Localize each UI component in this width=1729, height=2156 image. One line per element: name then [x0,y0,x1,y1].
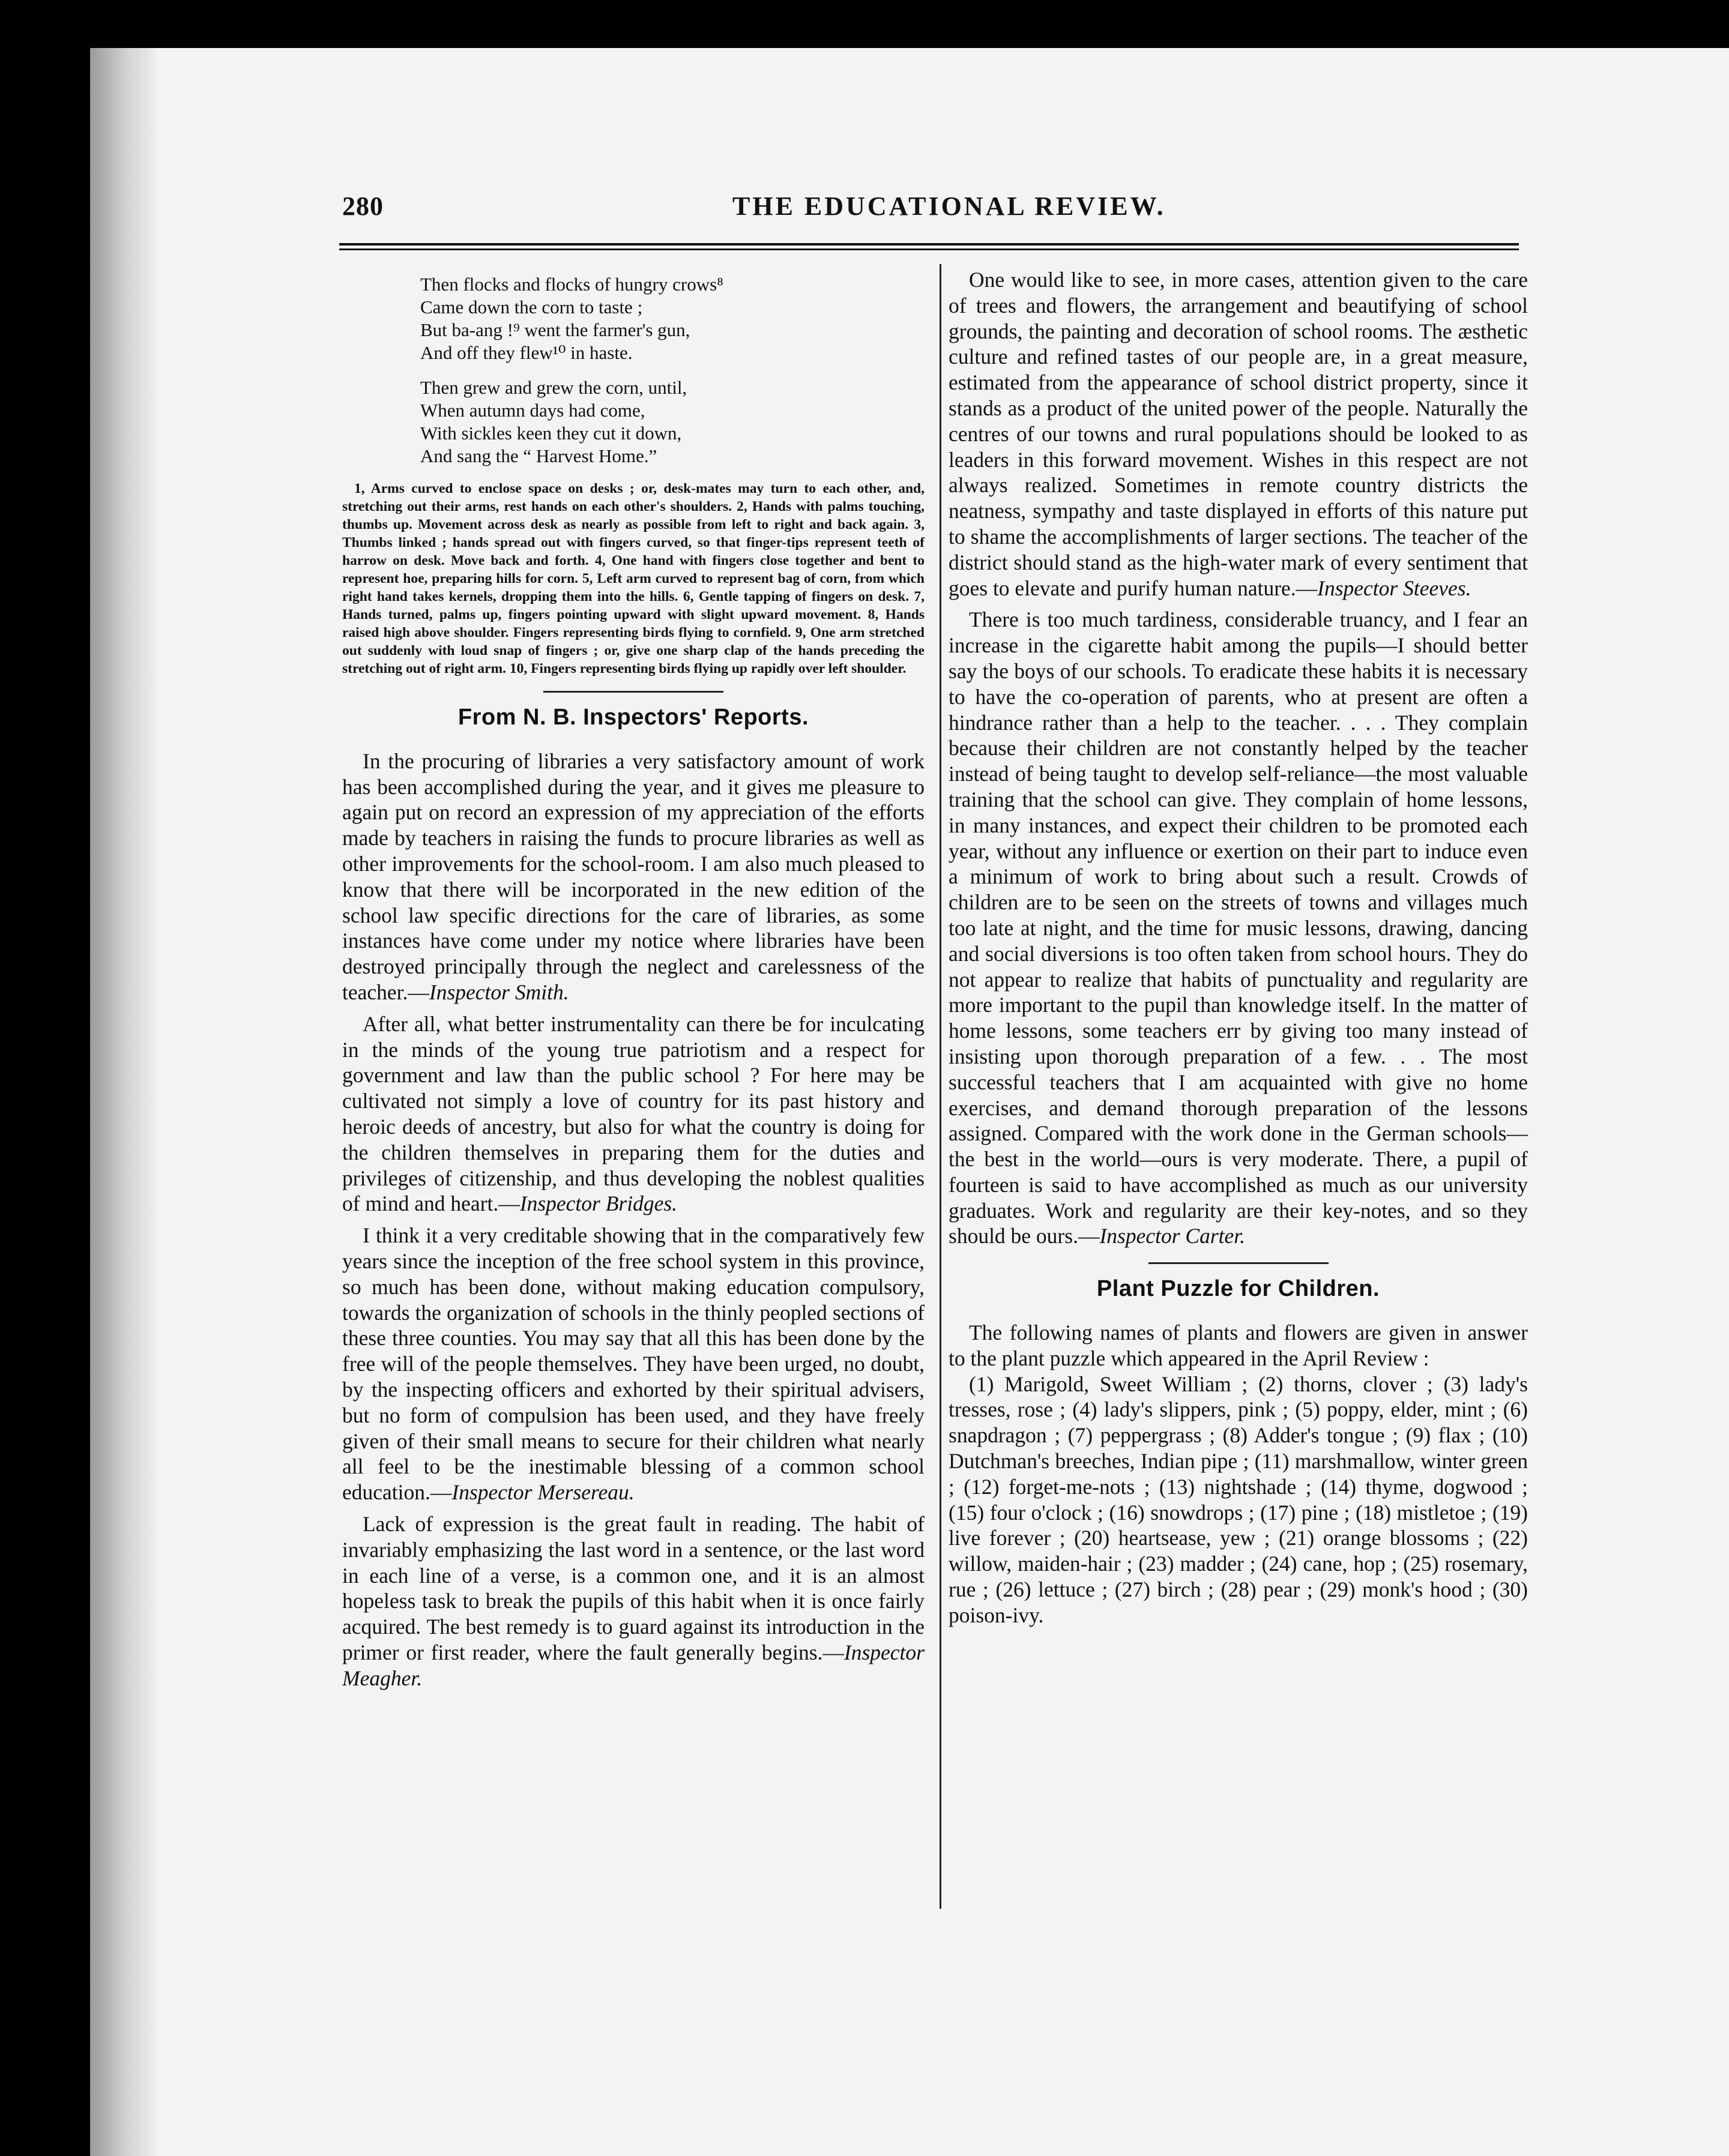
right-column [949,267,1528,1628]
puzzle-answers: (1) Marigold, Sweet William ; (2) thorns, clover ; (3) lady's tresses, rose ; (4) lady's slippers, pink ; (5) poppy, elder, mint ; (6) snapdragon ; (7) peppergrass ; (8) Adder's tongue ; (9) flax ; (10) Dutchman's breeches, Indian pipe ; (11) marshmallow, winter green ; (12) forget-me-nots ; (13) nightshade ; (14) thyme, dogwood ; (15) four o'clock ; (16) snowdrops ; (17) pine ; (18) mistletoe ; (19) live forever ; (20) heartsease, yew ; (21) orange blossoms ; (22) willow, maiden-hair ; (23) madder ; (24) cane, hop ; (25) rosemary, rue ; (26) lettuce ; (27) birch ; (28) pear ; (29) monk's hood ; (30) poison-ivy. [949,1372,1528,1627]
poem-stanza [420,376,925,468]
report-text: I think it a very creditable showing that in the comparatively few years since the inception of the free school system in this province, so much has been done, without making education compulsory, towards the organization of schools in the thinly peopled sections of these three counties. You may say that all this has been done by the free will of the people themselves. They have been urged, no doubt, by the inspecting officers and exhorted by their spiritual advisers, but no form of compulsion has been used, and they have freely given of their small means to secure for their children what nearly all feel to be the inestimable blessing of a common school education.— [342,1223,925,1505]
poem-line: And off they flew¹⁰ in haste. [420,342,633,363]
page-number: 280 [342,191,384,221]
report-text: There is too much tardiness, considerable truancy, and I fear an increase in the cigarette habit among the pupils—I should better say the boys of our schools. To eradicate these habits it is necessary to have the co-operation of parents, who at present are often a hindrance rather than a help to the teacher. . . . They complain because their children are not constantly helped by the teacher instead of being taught to develop self-reliance—the most valuable training that the school can give. They complain of home lessons, in many instances, and expect their children to be promoted each year, without any influence or exertion on their part to induce even a minimum of work to bring about such a result. Crowds of children are to be seen on the streets of towns and villages much too late at night, and the time for music lessons, drawing, dancing and social diversions is too often taken from school hours. They do not appear to realize that habits of punctuality and regularity are more important to the pupil than knowledge itself. In the matter of home lessons, some teachers err by giving too many instead of insisting upon thorough preparation of a few. . . The most successful teachers that I am acquainted with give no home exercises, and demand thorough preparation of the lessons assigned. Compared with the work done in the German schools—the best in the world—ours is very moderate. There, a pupil of fourteen is said to have accomplished as much as our university graduates. Work and regularity are their key-notes, and so they should be ours.— [949,607,1528,1248]
report-text: Lack of expression is the great fault in reading. The habit of invariably emphasizing the last word in a sentence, or the last word in each line of a verse, is a common one, and it is an almost hopeless task to break the pupils of this habit when it is once fairly acquired. The best remedy is to guard against its introduction in the primer or first reader, where the fault generally begins.— [342,1511,925,1664]
report-signature: Inspector Carter. [1099,1224,1246,1248]
poem [420,273,925,468]
poem-stanza [420,273,925,364]
report-paragraph [949,267,1528,601]
puzzle-intro: The following names of plants and flowers are given in answer to the plant puzzle which appeared in the April Review : [949,1320,1528,1370]
reports-heading: From N. B. Inspectors' Reports. [457,705,809,730]
report-signature: Inspector Steeves. [1317,576,1471,600]
poem-notes [342,480,925,678]
left-column [342,267,925,1697]
poem-line: Then grew and grew the corn, until, [420,377,687,398]
report-signature: Inspector Bridges. [519,1191,678,1216]
header-rule-bottom [339,248,1519,250]
poem-line: With sickles keen they cut it down, [420,423,682,444]
header-rule-top [339,243,1519,245]
journal-title: THE EDUCATIONAL REVIEW. [732,191,1166,221]
report-signature: Inspector Meagher. [342,1640,925,1690]
puzzle-heading: Plant Puzzle for Children. [1096,1276,1380,1302]
report-signature: Inspector Smith. [429,980,569,1004]
poem-notes-text: 1, Arms curved to enclose space on desks ; or, desk-mates may turn to each other, and, stretching out their arms, rest hands on each other's shoulders. 2, Hands with palms touching, thumbs up. Movement across desk as nearly as possible from left to right and back again. 3, Thumbs linked ; hands spread out with fingers curved, so that finger-tips represent teeth of harrow on desk. Move back and forth. 4, One hand with fingers close together and bent to represent hoe, preparing hills for corn. 5, Left arm curved to represent bag of corn, from which right hand takes kernels, dropping them into the hills. 6, Gentle tapping of fingers on desk. 7, Hands turned, palms up, fingers pointing upward with slight upward movement. 8, Hands raised high above shoulder. Fingers representing birds flying to cornfield. 9, One arm stretched out suddenly with loud snap of fingers ; or, give one sharp clap of the hands preceding the stretching out of right arm. 10, Fingers representing birds flying up rapidly over left shoulder. [342,481,925,676]
report-paragraph [342,1511,925,1691]
report-text: After all, what better instrumentality can there be for inculcating in the minds of the young true patriotism and a respect for government and law than the public school ? For here may be cultivated not simply a love of country for its past history and heroic deeds of ancestry, but also for what the country is doing for the children themselves in preparing them for the duties and privileges of citizenship, and thus developing the noblest qualities of mind and heart.— [342,1011,925,1216]
report-paragraph [342,748,925,1005]
report-paragraph [949,607,1528,1249]
report-text: In the procuring of libraries a very satisfactory amount of work has been accomplished during the year, and it gives me pleasure to again put on record an expression of my appreciation of the efforts made by teachers in raising the funds to procure libraries as well as other improvements for the school-room. I am also much pleased to know that there will be incorporated in the new edition of the school law specific directions for the care of libraries, as some instances have come under my notice where libraries have been destroyed principally through the neglect and carelessness of the teacher.— [342,748,925,1004]
poem-line: When autumn days had come, [420,400,645,421]
report-signature: Inspector Mersereau. [451,1480,635,1505]
poem-line: Came down the corn to taste ; [420,297,643,318]
poem-line: But ba-ang !⁹ went the farmer's gun, [420,319,690,340]
poem-line: Then flocks and flocks of hungry crows⁸ [420,274,723,295]
section-separator [543,691,723,693]
section-separator [1148,1262,1329,1264]
report-paragraph [342,1011,925,1217]
report-paragraph [342,1223,925,1505]
book-gutter [90,48,156,2156]
page-header [342,191,1543,227]
report-text: One would like to see, in more cases, attention given to the care of trees and flowers, the arrangement and beautifying of school grounds, the painting and decoration of school rooms. The æsthetic culture and refined tastes of our people are, in a great measure, estimated from the appearance of school district property, since it stands as a product of the united power of the people. Naturally the centres of our towns and rural populations should be looked to as leaders in this forward movement. Wishes in this respect are not always realized. Sometimes in remote country districts the neatness, sympathy and taste displayed in efforts of this nature put to shame the accomplishments of larger sections. The teacher of the district should stand as the high-water mark of every sentiment that goes to elevate and purify human nature.— [949,268,1528,600]
column-divider [940,264,941,1909]
poem-line: And sang the “ Harvest Home.” [420,445,657,466]
